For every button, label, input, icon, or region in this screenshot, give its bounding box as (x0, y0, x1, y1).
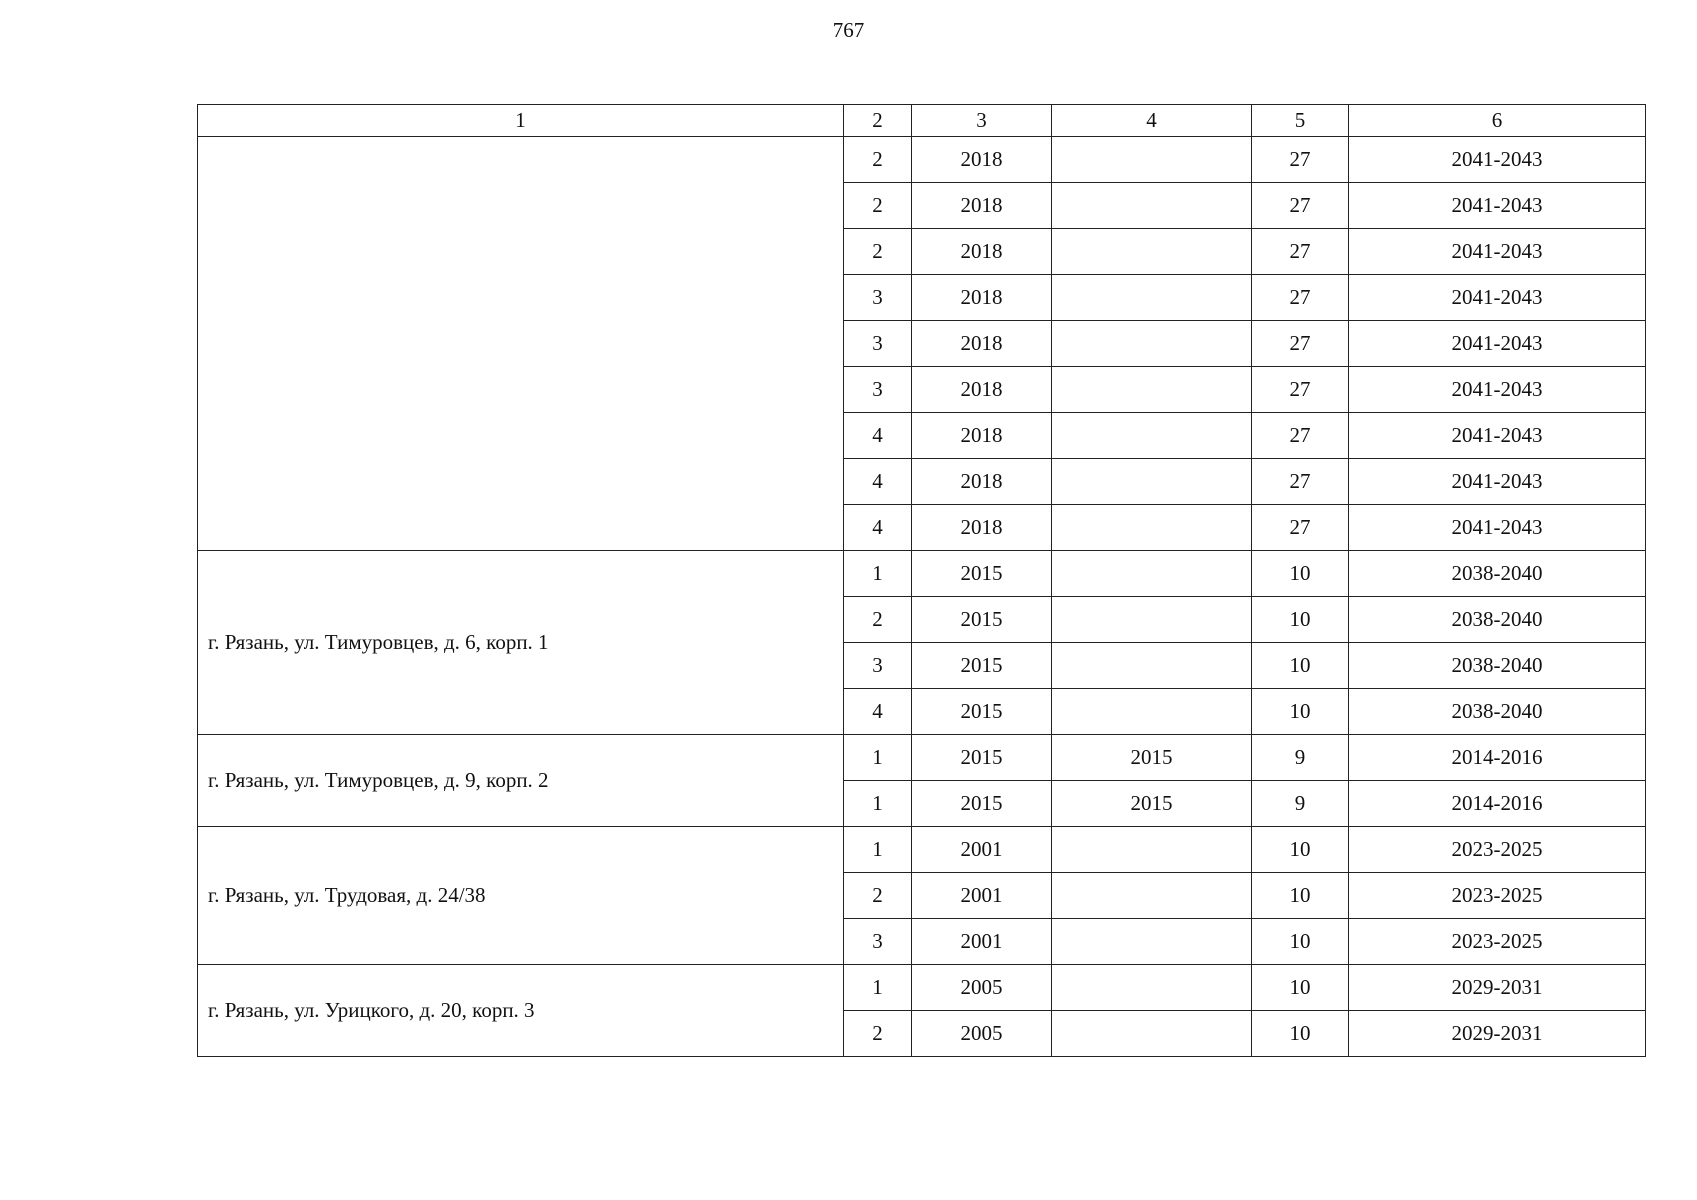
table-cell-col3: 2018 (912, 229, 1052, 275)
table-cell-col4: 2015 (1052, 735, 1252, 781)
table-cell-col3: 2001 (912, 919, 1052, 965)
table-cell-col2: 2 (844, 183, 912, 229)
table-cell-col5: 10 (1252, 643, 1349, 689)
table-cell-col5: 27 (1252, 229, 1349, 275)
table-cell-col4 (1052, 137, 1252, 183)
table-row (198, 137, 1646, 183)
table-cell-col5: 10 (1252, 827, 1349, 873)
table-cell-col6: 2041-2043 (1349, 459, 1646, 505)
table-cell-col5: 27 (1252, 367, 1349, 413)
table-cell-col5: 10 (1252, 1011, 1349, 1057)
table-cell-col5: 10 (1252, 689, 1349, 735)
table-cell-col3: 2018 (912, 137, 1052, 183)
table-cell-col3: 2018 (912, 505, 1052, 551)
table-row (198, 827, 1646, 873)
table-cell-col6: 2041-2043 (1349, 505, 1646, 551)
table-cell-col4 (1052, 643, 1252, 689)
table-cell-col3: 2015 (912, 689, 1052, 735)
table-cell-col2: 4 (844, 459, 912, 505)
address-cell: г. Рязань, ул. Урицкого, д. 20, корп. 3 (198, 965, 844, 1057)
table-cell-col3: 2005 (912, 965, 1052, 1011)
table-cell-col2: 1 (844, 551, 912, 597)
table-cell-col2: 3 (844, 367, 912, 413)
table-cell-col6: 2023-2025 (1349, 827, 1646, 873)
table-cell-col5: 27 (1252, 413, 1349, 459)
table-cell-col6: 2014-2016 (1349, 781, 1646, 827)
table-cell-col6: 2041-2043 (1349, 229, 1646, 275)
table-cell-col2: 2 (844, 137, 912, 183)
table-cell-col3: 2018 (912, 321, 1052, 367)
table-cell-col5: 27 (1252, 183, 1349, 229)
table-cell-col4 (1052, 275, 1252, 321)
header-cell-5: 5 (1252, 105, 1349, 137)
table-cell-col3: 2015 (912, 781, 1052, 827)
table-cell-col2: 2 (844, 1011, 912, 1057)
table-cell-col5: 9 (1252, 781, 1349, 827)
table-cell-col2: 4 (844, 689, 912, 735)
table-cell-col6: 2023-2025 (1349, 919, 1646, 965)
header-cell-3: 3 (912, 105, 1052, 137)
address-cell: г. Рязань, ул. Тимуровцев, д. 9, корп. 2 (198, 735, 844, 827)
table-cell-col6: 2038-2040 (1349, 689, 1646, 735)
table-cell-col3: 2015 (912, 735, 1052, 781)
table-cell-col6: 2038-2040 (1349, 597, 1646, 643)
table-cell-col4 (1052, 505, 1252, 551)
table-cell-col2: 2 (844, 597, 912, 643)
data-table (197, 104, 1646, 1057)
table-cell-col4 (1052, 229, 1252, 275)
page-number: 767 (832, 18, 865, 42)
table-cell-col6: 2023-2025 (1349, 873, 1646, 919)
table-cell-col5: 9 (1252, 735, 1349, 781)
table-cell-col6: 2041-2043 (1349, 413, 1646, 459)
table-cell-col4 (1052, 689, 1252, 735)
table-cell-col4 (1052, 965, 1252, 1011)
table-cell-col3: 2018 (912, 367, 1052, 413)
table-cell-col6: 2029-2031 (1349, 1011, 1646, 1057)
table-cell-col4 (1052, 827, 1252, 873)
header-cell-4: 4 (1052, 105, 1252, 137)
table-cell-col2: 2 (844, 229, 912, 275)
table-cell-col5: 10 (1252, 551, 1349, 597)
table-cell-col4 (1052, 413, 1252, 459)
table-cell-col4 (1052, 183, 1252, 229)
table-cell-col4 (1052, 367, 1252, 413)
table-cell-col4: 2015 (1052, 781, 1252, 827)
table-cell-col2: 4 (844, 505, 912, 551)
address-cell: г. Рязань, ул. Тимуровцев, д. 6, корп. 1 (198, 551, 844, 735)
table-cell-col3: 2015 (912, 643, 1052, 689)
address-cell (198, 137, 844, 551)
table-cell-col4 (1052, 321, 1252, 367)
table-cell-col4 (1052, 873, 1252, 919)
table-row (198, 735, 1646, 781)
table-cell-col3: 2018 (912, 459, 1052, 505)
table-cell-col3: 2001 (912, 873, 1052, 919)
table-cell-col6: 2029-2031 (1349, 965, 1646, 1011)
table-cell-col6: 2038-2040 (1349, 643, 1646, 689)
table-cell-col5: 10 (1252, 919, 1349, 965)
table-cell-col2: 1 (844, 781, 912, 827)
table-cell-col4 (1052, 919, 1252, 965)
table-cell-col5: 27 (1252, 275, 1349, 321)
table-cell-col3: 2005 (912, 1011, 1052, 1057)
table-cell-col3: 2018 (912, 183, 1052, 229)
table-cell-col2: 1 (844, 965, 912, 1011)
header-cell-6: 6 (1349, 105, 1646, 137)
table-cell-col3: 2015 (912, 597, 1052, 643)
table-cell-col4 (1052, 551, 1252, 597)
table-body (198, 105, 1646, 1057)
table-cell-col4 (1052, 459, 1252, 505)
table-cell-col6: 2041-2043 (1349, 275, 1646, 321)
table-cell-col2: 3 (844, 919, 912, 965)
table-cell-col3: 2018 (912, 275, 1052, 321)
table-cell-col2: 1 (844, 735, 912, 781)
table-cell-col5: 10 (1252, 597, 1349, 643)
table-cell-col2: 2 (844, 873, 912, 919)
table-cell-col4 (1052, 1011, 1252, 1057)
address-cell: г. Рязань, ул. Трудовая, д. 24/38 (198, 827, 844, 965)
table-cell-col6: 2041-2043 (1349, 183, 1646, 229)
table-cell-col6: 2014-2016 (1349, 735, 1646, 781)
table-cell-col3: 2001 (912, 827, 1052, 873)
table-row (198, 965, 1646, 1011)
table-cell-col6: 2041-2043 (1349, 137, 1646, 183)
header-cell-1: 1 (198, 105, 844, 137)
table-cell-col3: 2018 (912, 413, 1052, 459)
table-row (198, 551, 1646, 597)
table-cell-col6: 2041-2043 (1349, 367, 1646, 413)
table-cell-col5: 10 (1252, 873, 1349, 919)
table-cell-col6: 2041-2043 (1349, 321, 1646, 367)
table-cell-col2: 3 (844, 275, 912, 321)
table-cell-col5: 27 (1252, 321, 1349, 367)
table-cell-col3: 2015 (912, 551, 1052, 597)
table-cell-col5: 27 (1252, 505, 1349, 551)
table-cell-col5: 27 (1252, 137, 1349, 183)
table-cell-col5: 27 (1252, 459, 1349, 505)
table-cell-col4 (1052, 597, 1252, 643)
table-cell-col2: 3 (844, 321, 912, 367)
table-cell-col2: 1 (844, 827, 912, 873)
table-cell-col6: 2038-2040 (1349, 551, 1646, 597)
table-cell-col5: 10 (1252, 965, 1349, 1011)
header-cell-2: 2 (844, 105, 912, 137)
header-row (198, 105, 1646, 137)
table-cell-col2: 4 (844, 413, 912, 459)
table-cell-col2: 3 (844, 643, 912, 689)
